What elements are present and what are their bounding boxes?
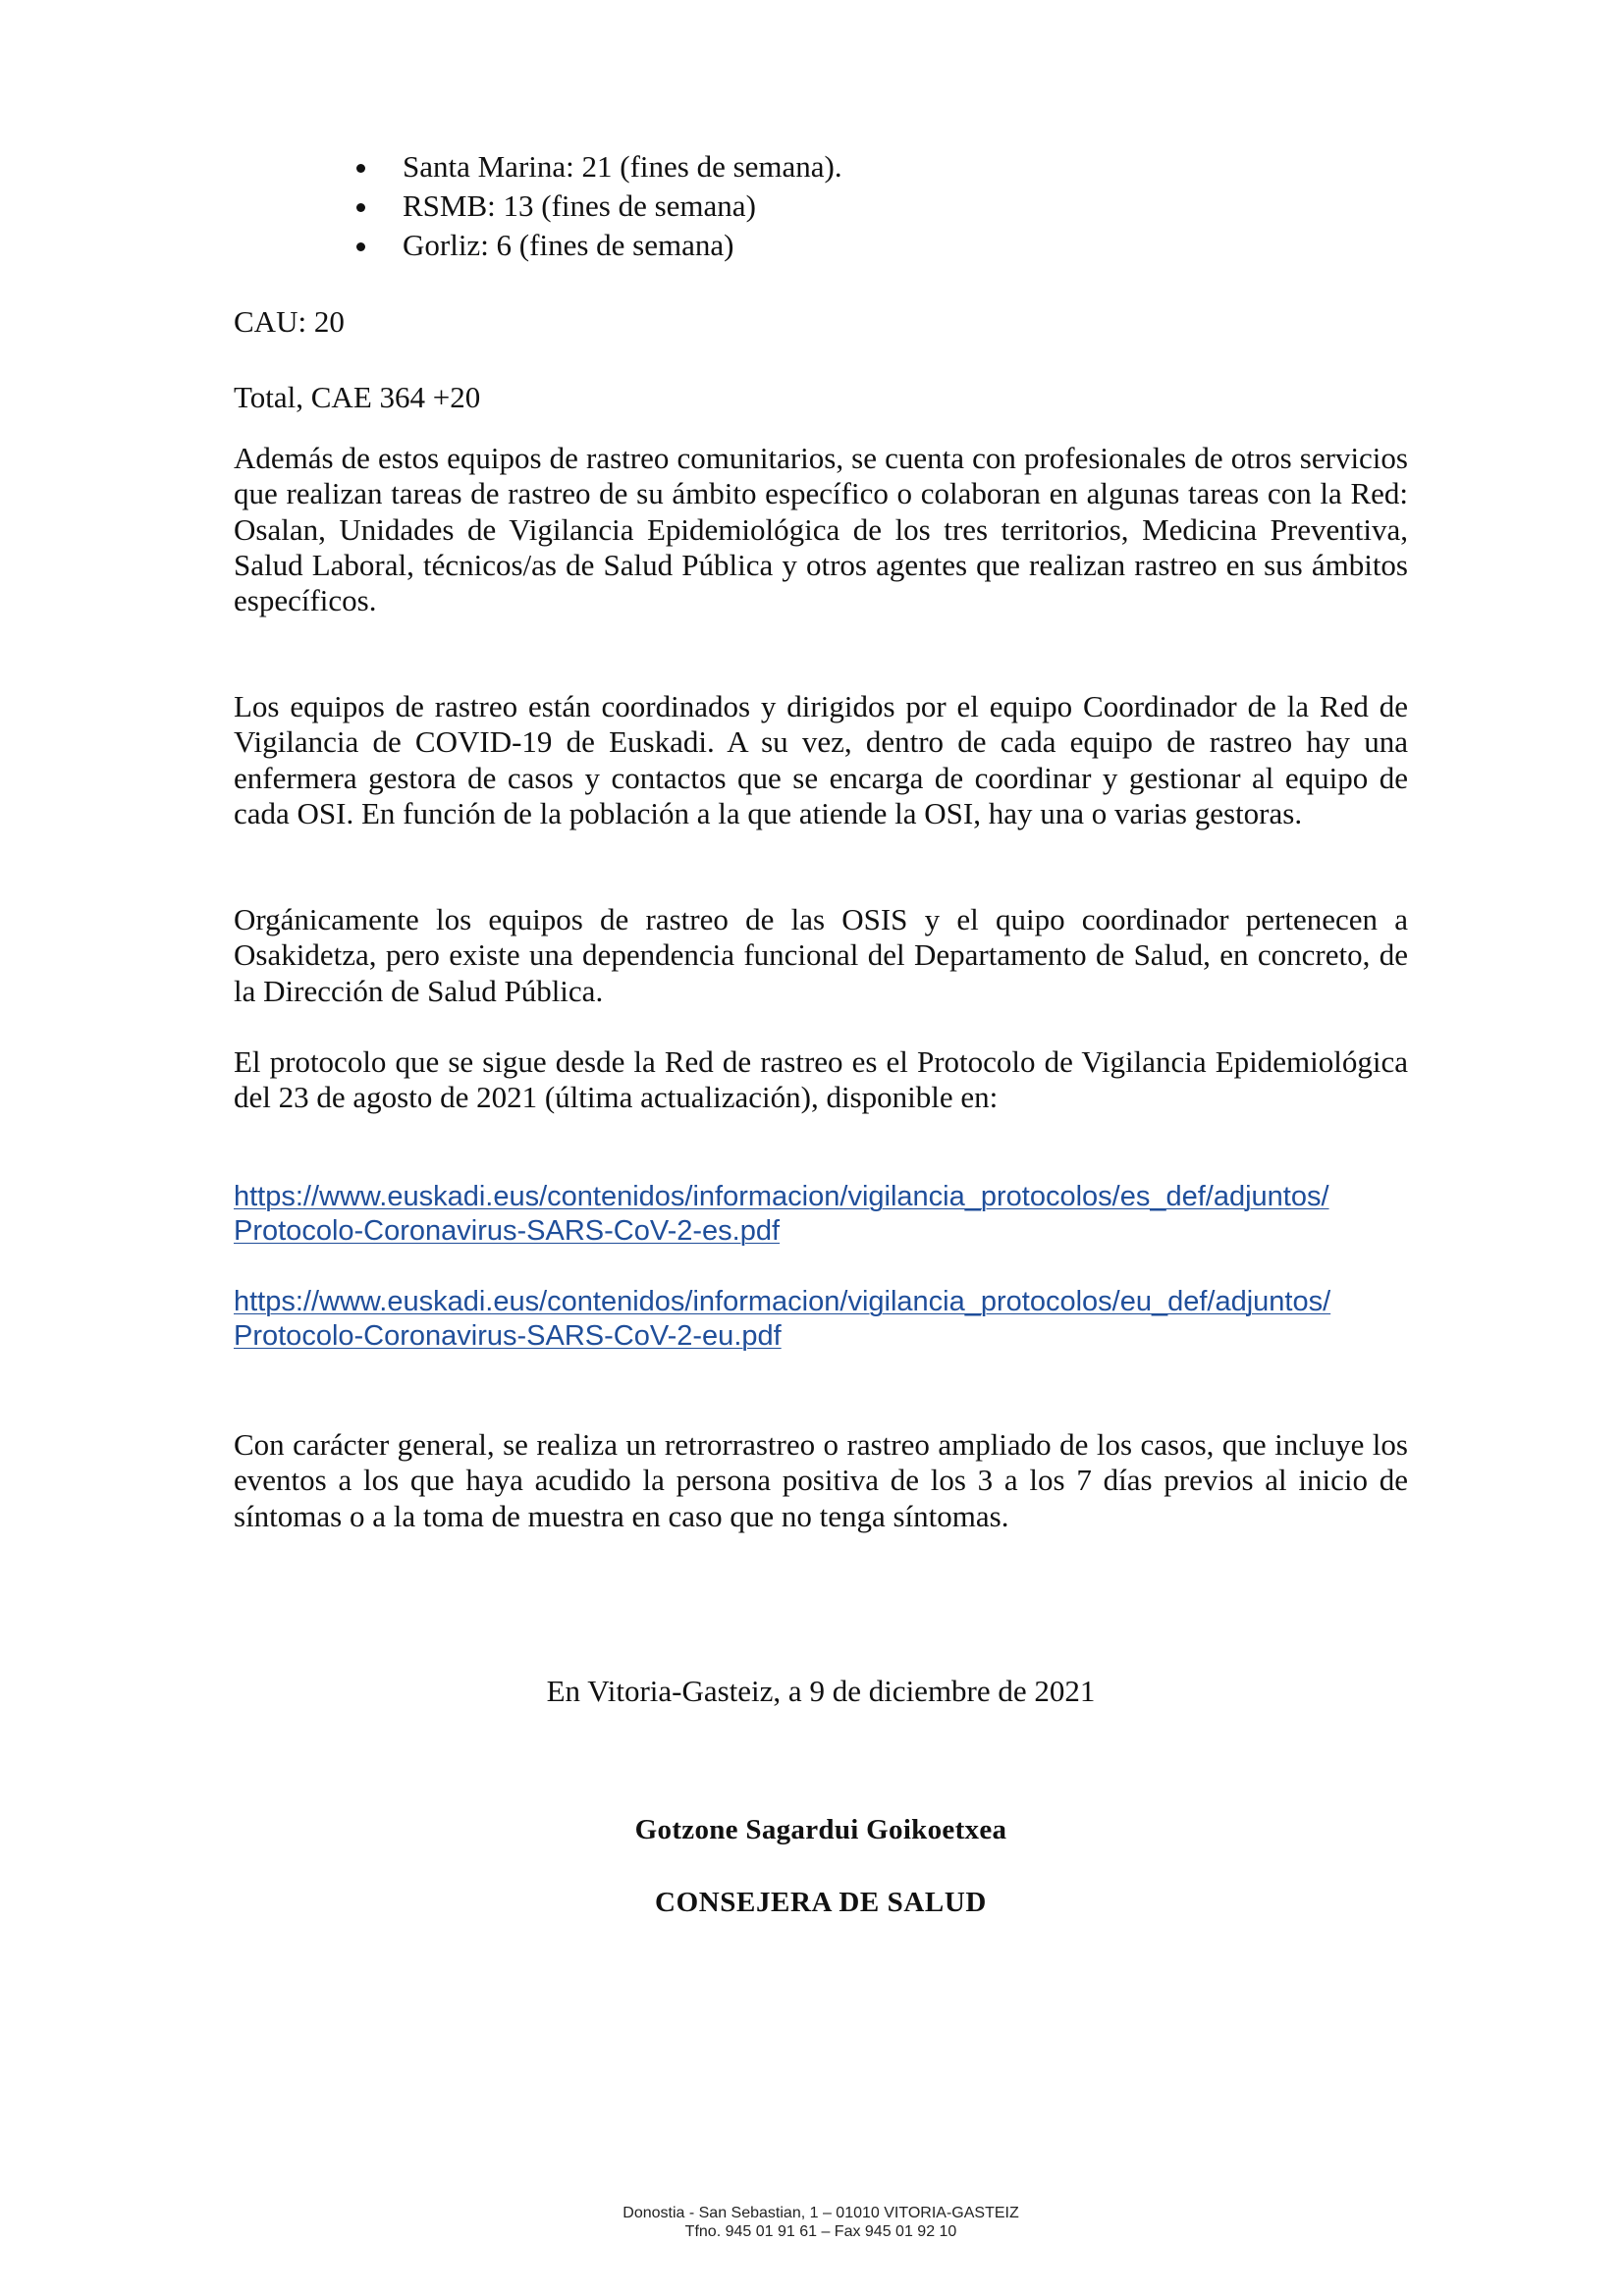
protocol-link-es-line1: https://www.euskadi.eus/contenidos/informacion/vigilancia_protocolos/es_def/adjuntos/ (234, 1181, 1329, 1212)
cau-line: CAU: 20 (234, 304, 345, 339)
list-item (234, 187, 842, 226)
date-line: En Vitoria-Gasteiz, a 9 de diciembre de 2021 (546, 1674, 1096, 1708)
protocol-link-eu[interactable] (234, 1285, 1422, 1354)
signer-name: Gotzone Sagardui Goikoetxea (634, 1814, 1007, 1845)
list-item-text: RSMB: 13 (fines de semana) (403, 188, 756, 223)
protocol-link-es[interactable] (234, 1180, 1422, 1249)
list-item (234, 147, 842, 187)
bullet-icon (356, 203, 365, 212)
bullet-icon (356, 164, 365, 173)
paragraph-coordination: Los equipos de rastreo están coordinados y dirigidos por el equipo Coordinador de la Red de Vigilancia de COVID-19 de Euskadi. A su vez, dentro de cada equipo de rastreo hay una enfermera gestora de casos y contactos que se encarga de coordinar y gestionar al equipo de cada OSI. En función de la población a la que atiende la OSI, hay una o varias gestoras. (234, 689, 1408, 830)
bullet-list (234, 147, 842, 265)
bullet-icon (356, 242, 365, 251)
paragraph-organization: Orgánicamente los equipos de rastreo de las OSIS y el quipo coordinador pertenecen a Osakidetza, pero existe una dependencia funcional del Departamento de Salud, en concreto, de la Dirección de Salud Pública. (234, 902, 1408, 1008)
total-line: Total, CAE 364 +20 (234, 380, 481, 414)
list-item-text: Gorliz: 6 (fines de semana) (403, 228, 734, 262)
footer-address: Donostia - San Sebastian, 1 – 01010 VITORIA-GASTEIZ (623, 2205, 1019, 2221)
footer-phones: Tfno. 945 01 91 61 – Fax 945 01 92 10 (684, 2223, 957, 2240)
protocol-link-eu-line1: https://www.euskadi.eus/contenidos/informacion/vigilancia_protocolos/eu_def/adjuntos/ (234, 1286, 1331, 1317)
paragraph-protocol: El protocolo que se sigue desde la Red de rastreo es el Protocolo de Vigilancia Epidemiológica del 23 de agosto de 2021 (última actualización), disponible en: (234, 1044, 1408, 1115)
paragraph-other-services: Además de estos equipos de rastreo comunitarios, se cuenta con profesionales de otros servicios que realizan tareas de rastreo de su ámbito específico o colaboran en algunas tareas con la Red: Osalan, Unidades de Vigilancia Epidemiológica de los tres territorios, Medicina Preventiva, Salud Laboral, técnicos/as de Salud Pública y otros agentes que realizan rastreo en sus ámbitos específicos. (234, 441, 1408, 618)
paragraph-backtracing: Con carácter general, se realiza un retrorrastreo o rastreo ampliado de los casos, que incluye los eventos a los que haya acudido la persona positiva de los 3 a los 7 días previos al inicio de síntomas o a la toma de muestra en caso que no tenga síntomas. (234, 1427, 1408, 1533)
protocol-link-es-line2: Protocolo-Coronavirus-SARS-CoV-2-es.pdf (234, 1215, 781, 1247)
list-item-text: Santa Marina: 21 (fines de semana). (403, 149, 842, 184)
signer-title: CONSEJERA DE SALUD (655, 1887, 987, 1918)
protocol-link-eu-line2: Protocolo-Coronavirus-SARS-CoV-2-eu.pdf (234, 1320, 782, 1352)
list-item (234, 226, 842, 265)
